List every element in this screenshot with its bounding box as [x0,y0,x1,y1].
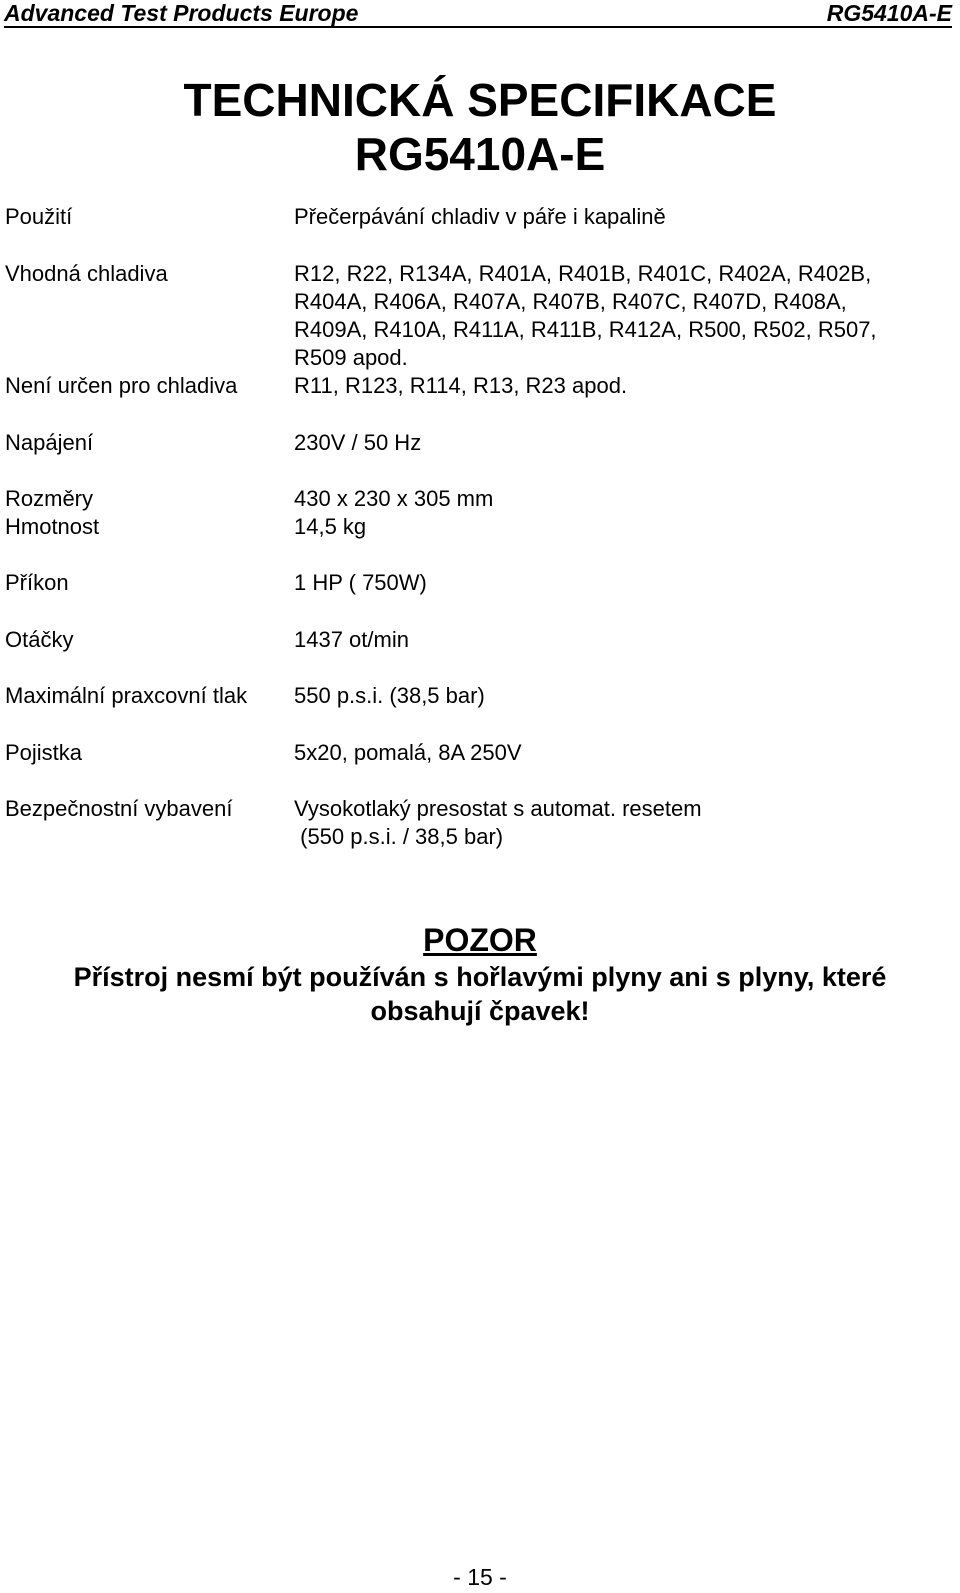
spec-value-line: 5x20, pomalá, 8A 250V [294,740,522,765]
spec-label: Vhodná chladiva [5,261,168,286]
spec-value [294,739,954,767]
spec-label: Příkon [5,570,69,595]
spec-value [294,485,954,513]
spec-value-line: R11, R123, R114, R13, R23 apod. [294,373,628,398]
document-subtitle: RG5410A-E [354,128,606,180]
spec-value-line: Vysokotlaký presostat s automat. resetem [294,796,702,821]
spec-value [294,372,954,400]
model-name: RG5410A-E [826,0,952,26]
spec-value-line: 1 HP ( 750W) [294,570,427,595]
spec-label: Rozměry [5,486,94,511]
spec-label: Napájení [5,430,94,455]
spec-label: Není určen pro chladiva [5,373,238,398]
spec-value-line: 230V / 50 Hz [294,430,422,455]
spec-value-line: R509 apod. [294,345,408,370]
spec-value [294,513,954,541]
spec-value-line: 430 x 230 x 305 mm [294,486,494,511]
warning-title: POZOR [423,922,537,958]
warning-line: obsahují čpavek! [370,996,590,1026]
spec-value [294,260,954,372]
spec-label: Hmotnost [5,514,100,539]
spec-value-line: (550 p.s.i. / 38,5 bar) [294,824,504,849]
spec-value-line: R409A, R410A, R411A, R411B, R412A, R500, R502, R507, [294,317,877,342]
spec-value [294,795,954,851]
spec-value [294,626,954,654]
warning-line: Přístroj nesmí být používán s hořlavými plyny ani s plyny, které [73,962,887,992]
spec-label: Použití [5,204,73,229]
spec-label: Bezpečnostní vybavení [5,796,233,821]
document-title: TECHNICKÁ SPECIFIKACE [183,74,777,126]
warning-text [0,960,960,1028]
spec-value-line: R404A, R406A, R407A, R407B, R407C, R407D, R408A, [294,289,847,314]
page-header [4,0,952,28]
spec-value [294,429,954,457]
spec-value [294,682,954,710]
spec-label: Pojistka [5,740,83,765]
spec-label: Maximální praxcovní tlak [5,683,248,708]
page-number: - 15 - [453,1564,507,1590]
spec-value [294,203,954,231]
spec-value [294,569,954,597]
company-name: Advanced Test Products Europe [4,0,359,26]
spec-value-line: R12, R22, R134A, R401A, R401B, R401C, R402A, R402B, [294,261,872,286]
spec-value-line: Přečerpávání chladiv v páře i kapalině [294,204,666,229]
spec-value-line: 1437 ot/min [294,627,409,652]
spec-value-line: 14,5 kg [294,514,367,539]
spec-label: Otáčky [5,627,74,652]
spec-value-line: 550 p.s.i. (38,5 bar) [294,683,485,708]
